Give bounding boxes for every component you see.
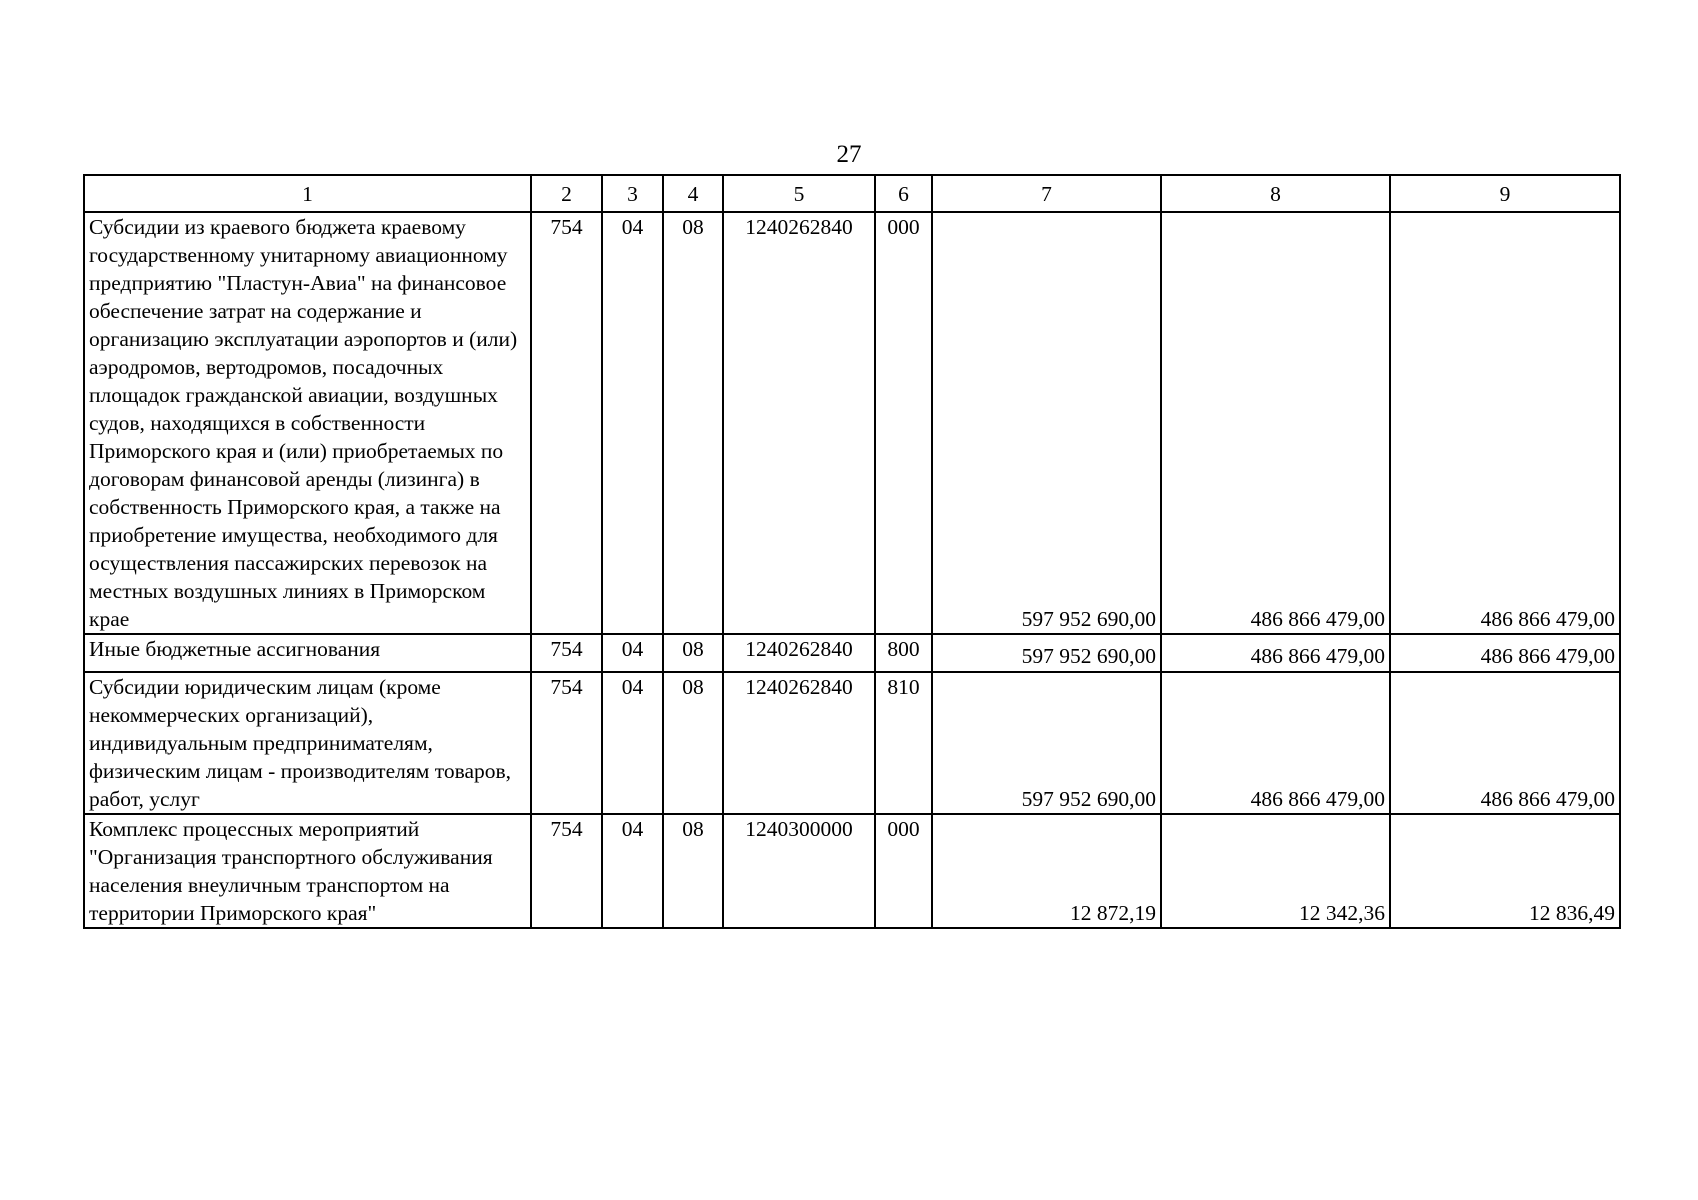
row-amount-col7: 12 872,19 — [932, 814, 1161, 928]
row-section-code: 04 — [602, 672, 663, 814]
row-expense-type-code: 800 — [875, 634, 932, 672]
table-row — [84, 814, 1620, 928]
row-ministry-code: 754 — [531, 634, 602, 672]
row-subsection-code: 08 — [663, 672, 723, 814]
row-amount-col9: 486 866 479,00 — [1390, 672, 1620, 814]
table-row — [84, 672, 1620, 814]
row-name: Субсидии из краевого бюджета краевому государственному унитарному авиационному предприятию "Пластун-Авиа" на финансовое обеспечение затрат на содержание и организацию эксплуатации аэропортов и (или) аэродромов, вертодромов, посадочных площадок гражданской авиации, воздушных судов, находящихся в собственности Приморского края и (или) приобретаемых по договорам финансовой аренды (лизинга) в собственность Приморского края, а также на приобретение имущества, необходимого для осуществления пассажирских перевозок на местных воздушных линиях в Приморском крае — [84, 212, 531, 634]
row-ministry-code: 754 — [531, 672, 602, 814]
row-expense-type-code: 000 — [875, 814, 932, 928]
row-amount-col8: 486 866 479,00 — [1161, 212, 1390, 634]
row-subsection-code: 08 — [663, 212, 723, 634]
column-header-6: 6 — [875, 175, 932, 212]
row-ministry-code: 754 — [531, 212, 602, 634]
row-target-article-code: 1240262840 — [723, 212, 875, 634]
row-amount-col9: 12 836,49 — [1390, 814, 1620, 928]
row-name: Субсидии юридическим лицам (кроме некоммерческих организаций), индивидуальным предпринимателям, физическим лицам - производителям товаров, работ, услуг — [84, 672, 531, 814]
row-amount-col8: 486 866 479,00 — [1161, 672, 1390, 814]
row-expense-type-code: 000 — [875, 212, 932, 634]
page-number: 27 — [836, 141, 862, 168]
row-section-code: 04 — [602, 212, 663, 634]
table-row — [84, 212, 1620, 634]
row-amount-col7: 597 952 690,00 — [932, 672, 1161, 814]
row-name: Иные бюджетные ассигнования — [84, 634, 531, 672]
row-amount-col7: 597 952 690,00 — [932, 212, 1161, 634]
column-header-3: 3 — [602, 175, 663, 212]
row-subsection-code: 08 — [663, 634, 723, 672]
column-header-7: 7 — [932, 175, 1161, 212]
row-target-article-code: 1240262840 — [723, 672, 875, 814]
table-row — [84, 634, 1620, 672]
column-header-1: 1 — [84, 175, 531, 212]
column-header-9: 9 — [1390, 175, 1620, 212]
column-header-2: 2 — [531, 175, 602, 212]
row-name: Комплекс процессных мероприятий "Организация транспортного обслуживания населения внеуличным транспортом на территории Приморского края" — [84, 814, 531, 928]
row-section-code: 04 — [602, 634, 663, 672]
budget-table — [83, 174, 1621, 929]
column-header-4: 4 — [663, 175, 723, 212]
row-section-code: 04 — [602, 814, 663, 928]
row-amount-col8: 12 342,36 — [1161, 814, 1390, 928]
row-target-article-code: 1240300000 — [723, 814, 875, 928]
row-amount-col9: 486 866 479,00 — [1390, 212, 1620, 634]
row-amount-col8: 486 866 479,00 — [1161, 634, 1390, 672]
column-number-header-row — [84, 175, 1620, 212]
row-subsection-code: 08 — [663, 814, 723, 928]
row-amount-col7: 597 952 690,00 — [932, 634, 1161, 672]
row-amount-col9: 486 866 479,00 — [1390, 634, 1620, 672]
row-expense-type-code: 810 — [875, 672, 932, 814]
column-header-8: 8 — [1161, 175, 1390, 212]
row-ministry-code: 754 — [531, 814, 602, 928]
column-header-5: 5 — [723, 175, 875, 212]
row-target-article-code: 1240262840 — [723, 634, 875, 672]
